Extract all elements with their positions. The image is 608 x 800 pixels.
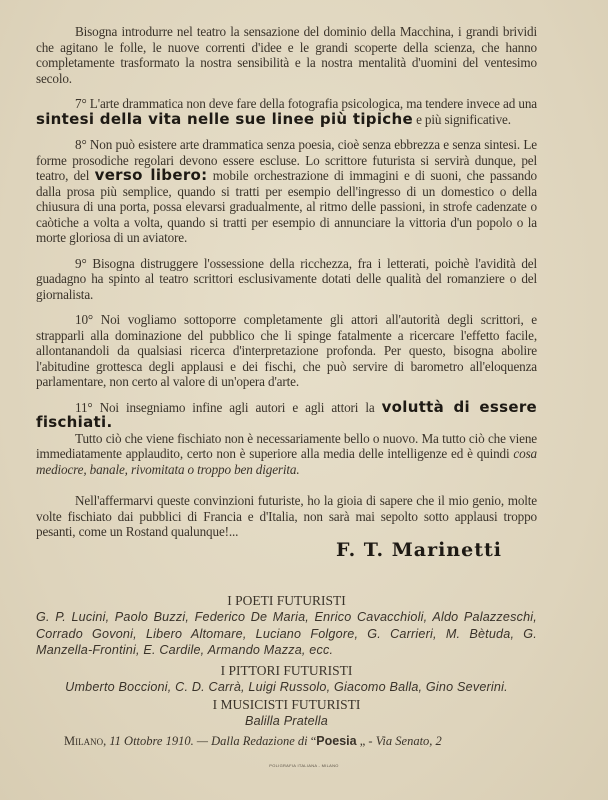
group-names-musicians: Balilla Pratella: [245, 714, 328, 728]
group-title-poets: I POETI FUTURISTI: [227, 593, 346, 608]
paragraph-8-text: 8° Non può esistere arte drammatica senza poesia, cioè senza ebbrezza e senza sintesi. Le forme prosodiche regolari devono essere escluse. Lo scrittore futurista si servirà dunque, pel teatro, del: [36, 137, 537, 183]
footer-city: Milano,: [64, 734, 107, 748]
paragraph-9: 9° Bisogna distruggere l'ossessione della ricchezza, fra i letterati, poichè l'avidità del guadagno ha spinto al teatro scrittori esclusivamente dotati delle qualità del romanziere o del giornalista.: [36, 255, 537, 302]
group-title-painters: I PITTORI FUTURISTI: [220, 662, 353, 678]
footer-line: [64, 734, 442, 749]
paragraph-7-emphasis: sintesi della vita nelle sue linee più tipiche: [36, 109, 413, 128]
printer-imprint: POLIGRAFIA ITALIANA - MILANO: [269, 763, 339, 768]
manifesto-page: [36, 0, 537, 540]
signatories: [36, 593, 537, 730]
group-names-poets: G. P. Lucini, Paolo Buzzi, Federico De Maria, Enrico Cavacchioli, Aldo Palazzeschi, Corrado Govoni, Libero Altomare, Luciano Folgore, G. Carrieri, M. Bètuda, G. Manzella-Frontini, E. Cardile, Armando Mazza, ecc.: [36, 610, 537, 657]
paragraph-11-emphasis: voluttà di essere fischiati.: [36, 397, 537, 431]
footer-date: 11 Ottobre 1910. — Dalla Redazione di: [109, 734, 311, 748]
footer-close-quote: „: [356, 734, 366, 748]
footer-open-quote: “: [310, 734, 317, 748]
paragraph-12-text: Tutto ciò che viene fischiato non è necessariamente bello o nuovo. Ma tutto ciò che viene immediatamente applaudito, certo non è superiore alla media delle intelligenze ed è quindi: [36, 430, 537, 461]
paragraph-8-emphasis: verso libero:: [94, 166, 208, 184]
paragraph-10: 10° Noi vogliamo sottoporre completamente gli attori all'autorità degli scrittori, e strapparli alla dominazione del pubblico che li spinge fatalmente a ricercare l'effetto facile, allontanandoli da qualsiasi ricerca d'interpretazione profonda. Per questo, bisogna abolire l'abitudine grottesca degli applausi e dei fischi, che può servire di barometro all'eloquenza parlamentare, non certo al valore di un'opera d'arte.: [36, 312, 537, 389]
paragraph-7-text: 7° L'arte drammatica non deve fare della fotografia psicologica, ma tendere invece ad una: [75, 96, 537, 111]
footer-journal: Poesia: [316, 734, 357, 748]
paragraph-8-tail: mobile orchestrazione di immagini e di suoni, che passando dalla prosa più semplice, quando si tratti per esempio dell'ingresso di un domestico o della chiusura di una porta, possa elevarsi gradualmente, al ritmo delle passioni, in strofe cadenzate o caòtiche a volta a volta, quando si tratti per esempio di annunciare la vittoria d'un popolo o la morte gloriosa di un aviatore.: [36, 168, 537, 245]
paragraph-12-italic: cosa mediocre, banale, rivomitata o troppo ben digerita.: [36, 446, 537, 477]
paragraph-11: [36, 397, 537, 431]
group-title-musicians: I MUSICISTI FUTURISTI: [212, 697, 361, 712]
paragraph-7-tail: e più significative.: [412, 111, 511, 127]
group-names-painters: Umberto Boccioni, C. D. Carrà, Luigi Russolo, Giacomo Balla, Gino Severini.: [65, 679, 508, 694]
footer-address: - Via Senato, 2: [365, 734, 442, 748]
paragraph-6: Bisogna introdurre nel teatro la sensazione del dominio della Macchina, i grandi brividi che agitano le folle, le nuove correnti d'idee e le grandi scoperte della scienza, che hanno completamente trasformato la nostra sensibilità e la nostra mentalità d'uomini del ventesimo secolo.: [36, 24, 537, 86]
signature: F. T. Marinetti: [336, 539, 502, 561]
paragraph-11-text: 11° Noi insegniamo infine agli autori e agli attori la: [75, 399, 382, 415]
paragraph-13: Nell'affermarvi queste convinzioni futuriste, ho la gioia di sapere che il mio genio, molte volte fischiato dai pubblici di Francia e d'Italia, non sarà mai sepolto sotto applausi troppo pesanti, come un Rostand qualunque!...: [36, 493, 537, 539]
paragraph-7: [36, 96, 537, 127]
paragraph-12: [36, 431, 537, 478]
paragraph-8: [36, 137, 537, 246]
